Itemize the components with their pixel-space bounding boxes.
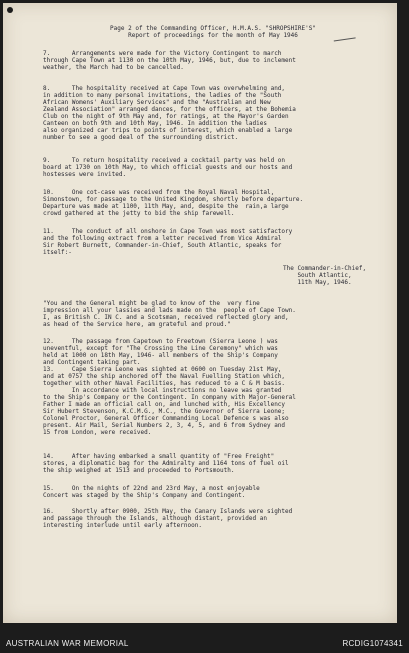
paragraph-16: 16. Shortly after 0900, 25th May, the Canary Islands were sighted and passage through the Islands, although distant, provided an interesting interlude until early afternoon.	[43, 508, 293, 529]
record-id: RCDIG1074341	[342, 639, 403, 648]
quoted-letter: "You and the General might be glad to know of the very fine impression all your lassies and lads made on the people of Cape Town. I, as British C. IN C. and a Scotsman, received reflected glory and, as head of the Service here, am grateful and proud."	[43, 300, 296, 328]
document-page	[3, 3, 397, 623]
archive-footer	[0, 623, 409, 653]
paragraph-7: 7. Arrangements were made for the Victory Contingent to march through Cape Town at 1130 on the 10th May, 1946, but, due to inclement weather, the March had to be cancelled.	[43, 50, 296, 71]
paragraph-8: 8. The hospitality received at Cape Town was overwhelming and, in addition to many personal invitations, the ladies of the "South African Womens' Auxiliary Services" and the "Australian and New Zealand Association" arranged dances, for the officers, at the Bohemia Club on the night of 9th May and, for ratings, at the Mayor's Garden Canteen on both 9th and 10th May, 1946. In addition the ladies also organized car trips to points of interest, which enabled a large number to see a good deal of the surrounding district.	[43, 85, 296, 141]
signature-block: The Commander-in-Chief, South Atlantic, 11th May, 1946.	[283, 265, 367, 286]
paragraph-14: 14. After having embarked a small quantity of "Free Freight" stores, a diplomatic bag for the Admiralty and 1164 tons of fuel oil the ship weighed at 1513 and proceeded to Portsmouth.	[43, 453, 289, 474]
paragraph-9: 9. To return hospitality received a cocktail party was held on board at 1730 on 10th May, to which official guests and our hosts and hostesses were invited.	[43, 157, 293, 178]
paragraph-15: 15. On the nights of 22nd and 23rd May, a most enjoyable Concert was staged by the Ship's Company and Contingent.	[43, 485, 260, 499]
paragraph-10: 10. One cot-case was received from the Royal Naval Hospital, Simonstown, for passage to the United Kingdom, shortly before departure. Departure was made at 1100, 11th May, and, despite the rain,a large crowd gathered at the jetty to bid the ship farewell.	[43, 189, 304, 217]
page-header-subtitle: Report of proceedings for the month of May 1946	[128, 32, 298, 39]
archive-name: AUSTRALIAN WAR MEMORIAL	[6, 639, 129, 648]
page-header-title: Page 2 of the Commanding Officer, H.M.A.S. "SHROPSHIRE'S"	[110, 25, 316, 32]
paragraph-12-13: 12. The passage from Capetown to Freetown (Sierra Leone ) was uneventful, except for "The Crossing the Line Ceremony" which was held at 1000 on 18th May, 1946- all members of the Ship's Company and Contingent taking part. 13. Cape Sierra Leone was sighted at 0600 on Tuesday 21st May, and at 0757 the ship anchored off the Naval Fuelling Station which, together with other Naval Facilities, has reduced to a C & M basis. In accordance with local instructions no leave was granted to the Ship's Company or the Contingent. In company with Major-General Father I made an official call on, and lunched with, His Excellency Sir Hubert Stevenson, K.C.M.G., M.C., the Governor of Sierra Leone; Colonel Proctor, General Officer Commanding Local Defence s was also present. Air Mail, Serial Numbers 2, 3, 4, 5, and 6 from Sydney and 15 from London, were received.	[43, 338, 296, 436]
paragraph-11: 11. The conduct of all onshore in Cape Town was most satisfactory and the following extract from a letter received from Vice Admiral Sir Robert Burnett, Commander-in-Chief, South Atlantic, speaks for itself:-	[43, 228, 293, 256]
punch-hole	[7, 7, 13, 13]
